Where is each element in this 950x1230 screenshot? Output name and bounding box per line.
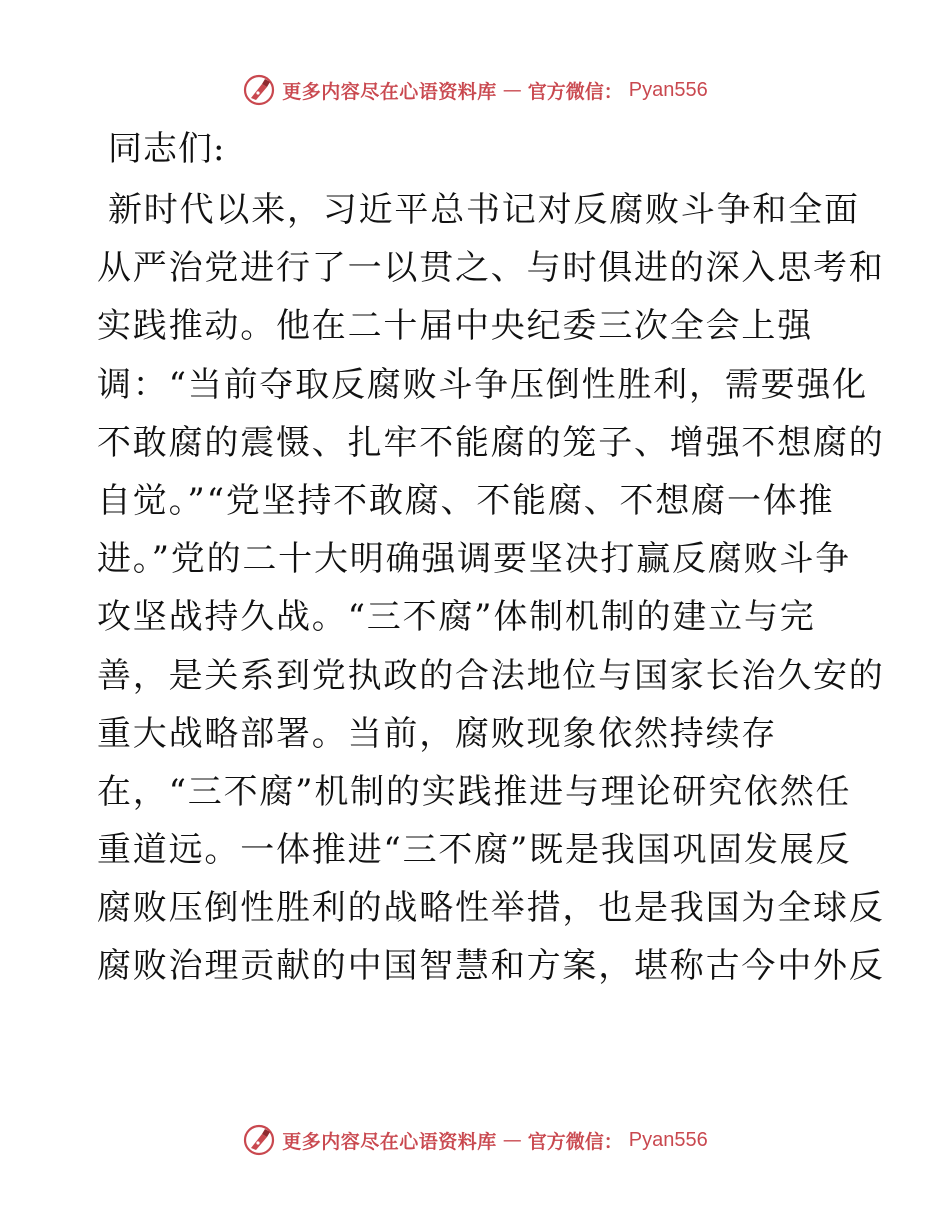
pen-nib-logo-icon (242, 73, 276, 107)
watermark-account: Pyan556 (628, 1128, 708, 1151)
paragraph-line: 进。”党的二十大明确强调要坚决打赢反腐败斗争 (97, 539, 851, 580)
paragraph-line: 从严治党进行了一以贯之、与时俱进的深入思考和 (97, 248, 885, 289)
footer-watermark (0, 1118, 950, 1162)
paragraph-line: 重大战略部署。当前，腐败现象依然持续存 (97, 713, 778, 754)
paragraph-line: 重道远。一体推进“三不腐”既是我国巩固发展反 (97, 830, 852, 871)
watermark-label: 官方微信： (527, 80, 623, 103)
paragraph-line: 调：“当前夺取反腐败斗争压倒性胜利，需要强化 (97, 364, 868, 405)
watermark-brand-text: 更多内容尽在心语资料库 (282, 80, 497, 103)
watermark-label: 官方微信： (527, 1130, 623, 1153)
paragraph-line: 善，是关系到党执政的合法地位与国家长治久安的 (97, 655, 885, 696)
paragraph-line: 不敢腐的震慑、扎牢不能腐的笼子、增强不想腐的 (97, 422, 885, 463)
paragraph-line: 在，“三不腐”机制的实践推进与理论研究依然任 (97, 771, 852, 812)
paragraph-line: 新时代以来，习近平总书记对反腐败斗争和全面 (108, 190, 860, 230)
document-body (97, 119, 885, 996)
watermark-brand-text: 更多内容尽在心语资料库 (282, 1130, 497, 1153)
paragraph-line: 腐败治理贡献的中国智慧和方案，堪称古今中外反 (97, 946, 885, 987)
paragraph-line: 攻坚战持久战。“三不腐”体制机制的建立与完 (97, 597, 816, 638)
watermark-account: Pyan556 (628, 78, 708, 101)
greeting: 同志们: (108, 129, 226, 169)
pen-nib-logo-icon (242, 1123, 276, 1157)
watermark-separator: — (502, 1129, 522, 1151)
paragraph-line: 腐败压倒性胜利的战略性举措，也是我国为全球反 (97, 888, 885, 929)
paragraph-line: 实践推动。他在二十届中央纪委三次全会上强 (97, 306, 813, 347)
header-watermark (0, 68, 950, 112)
watermark-separator: — (502, 79, 522, 101)
paragraph (97, 181, 885, 996)
paragraph-line: 自觉。”“党坚持不敢腐、不能腐、不想腐一体推 (97, 480, 835, 521)
